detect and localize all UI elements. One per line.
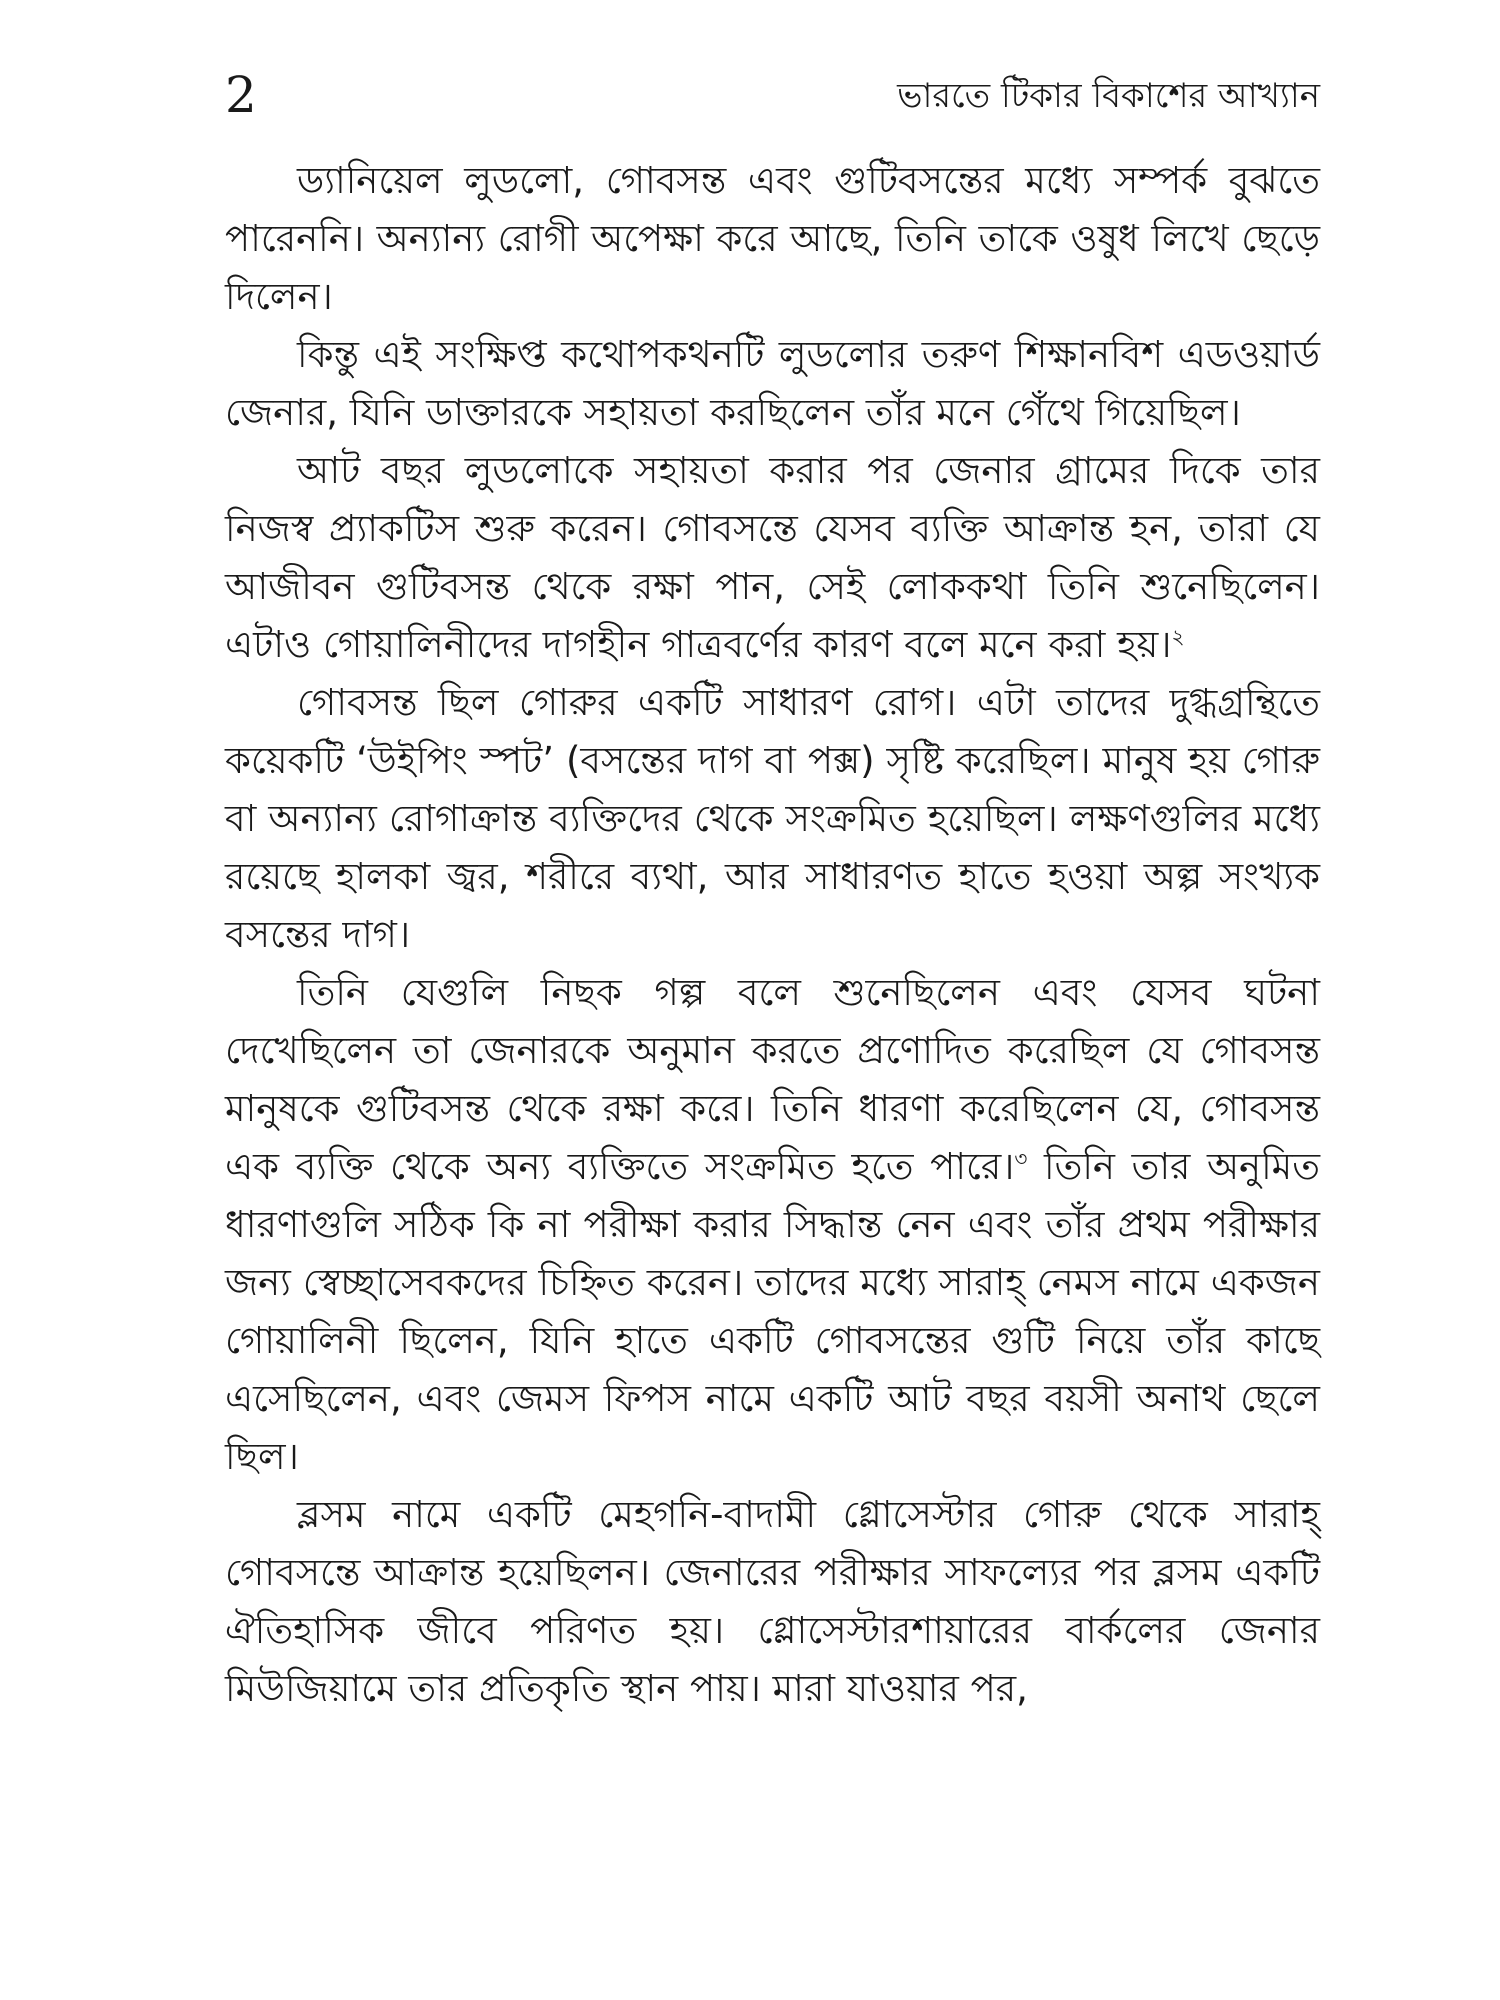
paragraph	[225, 1486, 1320, 1718]
paragraph	[225, 442, 1320, 674]
paragraph	[225, 674, 1320, 964]
paragraph-text: গোবসন্ত ছিল গোরুর একটি সাধারণ রোগ। এটা তাদের দুগ্ধগ্রন্থিতে কয়েকটি ‘উইপিং স্পট’ (বসন্তের দাগ বা পক্স) সৃষ্টি করেছিল। মানুষ হয় গোরু বা অন্যান্য রোগাক্রান্ত ব্যক্তিদের থেকে সংক্রমিত হয়েছিল। লক্ষণগুলির মধ্যে রয়েছে হালকা জ্বর, শরীরে ব্যথা, আর সাধারণত হাতে হওয়া অল্প সংখ্যক বসন্তের দাগ।	[225, 681, 1320, 956]
footnote-ref: ৩	[1014, 1146, 1028, 1171]
page-header	[225, 60, 1320, 130]
paragraph	[225, 964, 1320, 1486]
body-text	[225, 152, 1320, 1718]
paragraph-text: তিনি যেগুলি নিছক গল্প বলে শুনেছিলেন এবং যেসব ঘটনা দেখেছিলেন তা জেনারকে অনুমান করতে প্রণোদিত করেছিল যে গোবসন্ত মানুষকে গুটিবসন্ত থেকে রক্ষা করে। তিনি ধারণা করেছিলেন যে, গোবসন্ত এক ব্যক্তি থেকে অন্য ব্যক্তিতে সংক্রমিত হতে পারে।	[225, 971, 1320, 1188]
paragraph-text: কিন্তু এই সংক্ষিপ্ত কথোপকথনটি লুডলোর তরুণ শিক্ষানবিশ এডওয়ার্ড জেনার, যিনি ডাক্তারকে সহায়তা করছিলেন তাঁর মনে গেঁথে গিয়েছিল।	[225, 333, 1320, 434]
paragraph-text: আট বছর লুডলোকে সহায়তা করার পর জেনার গ্রামের দিকে তার নিজস্ব প্র্যাকটিস শুরু করেন। গোবসন্তে যেসব ব্যক্তি আক্রান্ত হন, তারা যে আজীবন গুটিবসন্ত থেকে রক্ষা পান, সেই লোককথা তিনি শুনেছিলেন। এটাও গোয়ালিনীদের দাগহীন গাত্রবর্ণের কারণ বলে মনে করা হয়।	[225, 449, 1320, 666]
paragraph	[225, 152, 1320, 326]
paragraph-text: ব্লসম নামে একটি মেহগনি-বাদামী গ্লোসেস্টার গোরু থেকে সারাহ্ গোবসন্তে আক্রান্ত হয়েছিলন। জেনারের পরীক্ষার সাফল্যের পর ব্লসম একটি ঐতিহাসিক জীবে পরিণত হয়। গ্লোসেস্টারশায়ারের বার্কলের জেনার মিউজিয়ামে তার প্রতিকৃতি স্থান পায়। মারা যাওয়ার পর,	[225, 1493, 1320, 1710]
paragraph-text: ড্যানিয়েল লুডলো, গোবসন্ত এবং গুটিবসন্তের মধ্যে সম্পর্ক বুঝতে পারেননি। অন্যান্য রোগী অপেক্ষা করে আছে, তিনি তাকে ওষুধ লিখে ছেড়ে দিলেন।	[225, 159, 1320, 318]
running-title: ভারতে টিকার বিকাশের আখ্যান	[897, 76, 1320, 116]
paragraph-text-continued: তিনি তার অনুমিত ধারণাগুলি সঠিক কি না পরীক্ষা করার সিদ্ধান্ত নেন এবং তাঁর প্রথম পরীক্ষার জন্য স্বেচ্ছাসেবকদের চিহ্নিত করেন। তাদের মধ্যে সারাহ্ নেমস নামে একজন গোয়ালিনী ছিলেন, যিনি হাতে একটি গোবসন্তের গুটি নিয়ে তাঁর কাছে এসেছিলেন, এবং জেমস ফিপস নামে একটি আট বছর বয়সী অনাথ ছেলে ছিল।	[225, 1145, 1320, 1478]
paragraph	[225, 326, 1320, 442]
footnote-ref: ২	[1171, 624, 1185, 649]
page-number: 2	[225, 66, 257, 124]
